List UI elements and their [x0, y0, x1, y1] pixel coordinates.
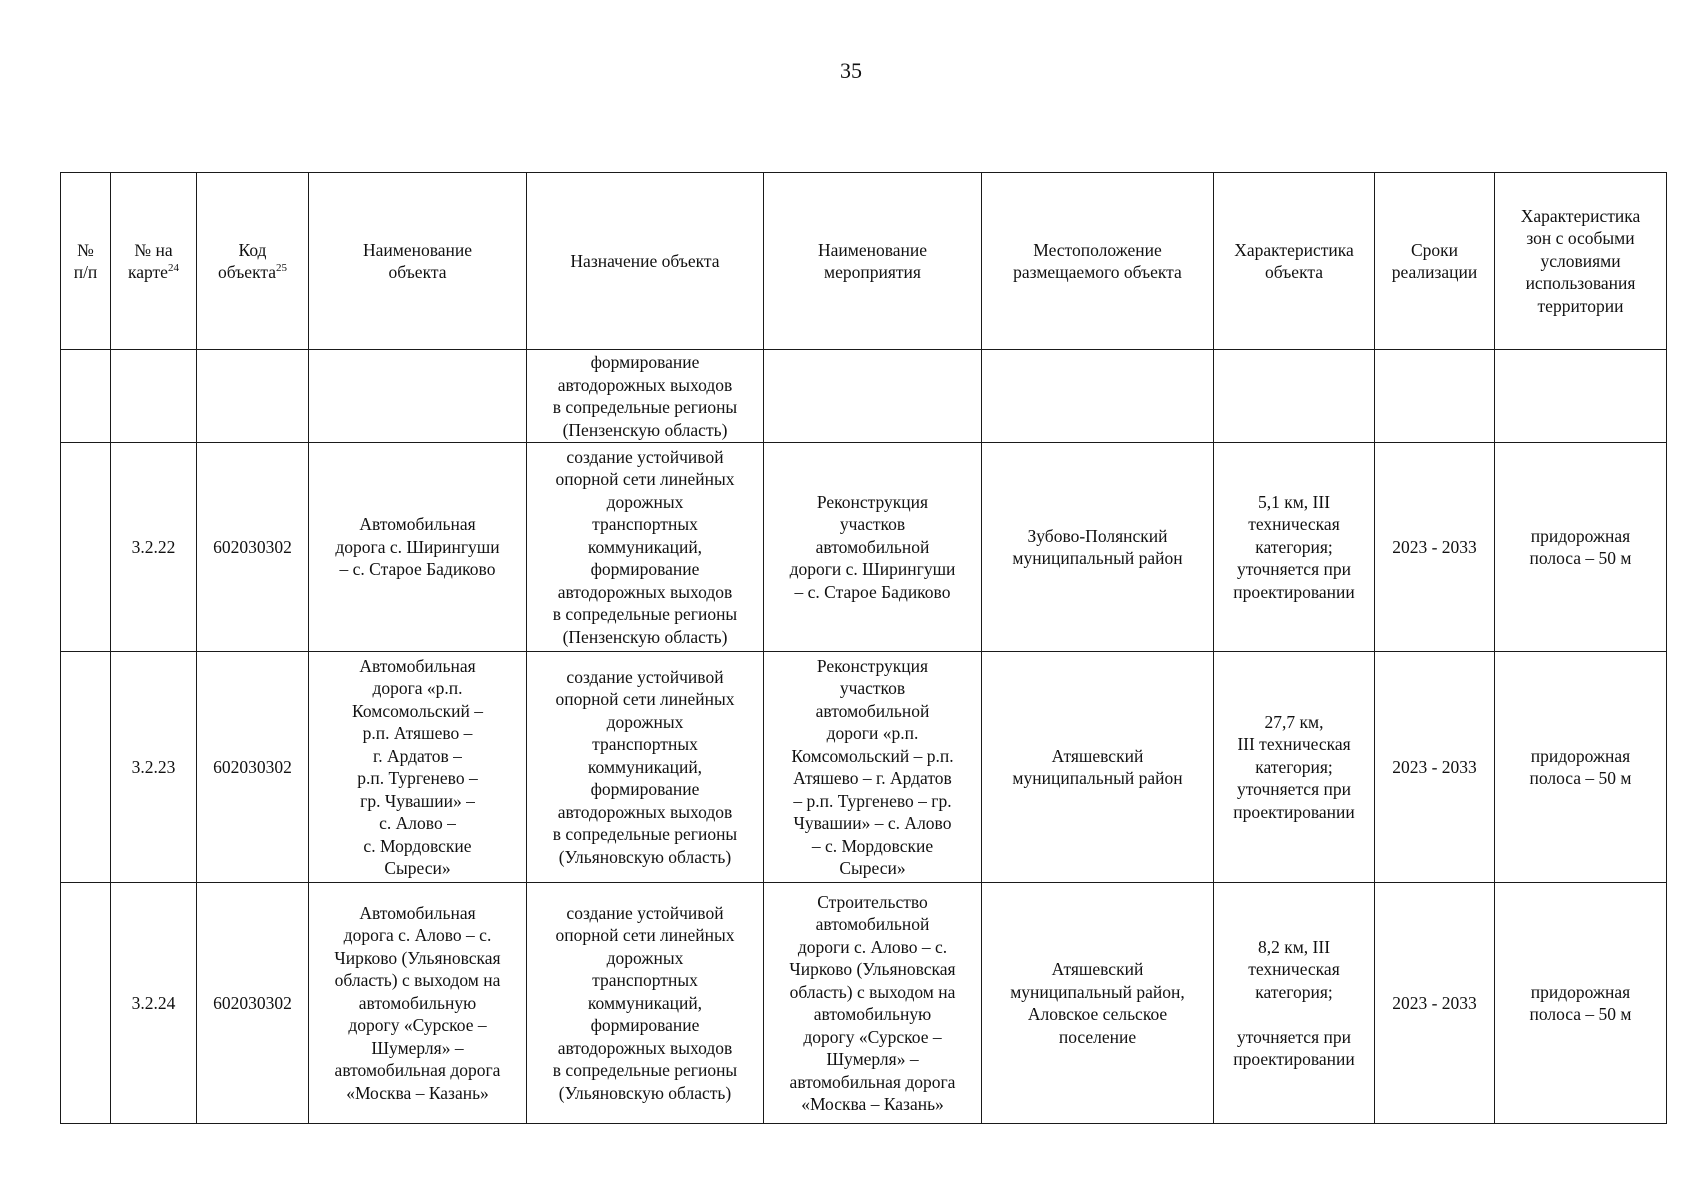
header-location: Местоположение размещаемого объекта	[982, 173, 1214, 350]
header-map-num	[111, 173, 197, 350]
header-name: Наименование объекта	[309, 173, 527, 350]
cell-terms: 2023 - 2033	[1375, 443, 1495, 652]
cell-code: 602030302	[197, 443, 309, 652]
page-number: 35	[840, 58, 862, 83]
cell-characteristic: 8,2 км, III техническая категория; уточняется при проектировании	[1214, 883, 1375, 1124]
cell-measure: Реконструкция участков автомобильной дороги «р.п. Комсомольский – р.п. Атяшево – г. Ардатов – р.п. Тургенево – гр. Чувашии» – с. Алово – с. Мордовские Сыреси»	[764, 652, 982, 883]
header-terms: Сроки реализации	[1375, 173, 1495, 350]
cell-name: Автомобильная дорога с. Алово – с. Чирково (Ульяновская область) с выходом на автомобильную дорогу «Сурское – Шумерля» – автомобильная дорога «Москва – Казань»	[309, 883, 527, 1124]
cell-measure: Строительство автомобильной дороги с. Алово – с. Чирково (Ульяновская область) с выходом на автомобильную дорогу «Сурское – Шумерля» – автомобильная дорога «Москва – Казань»	[764, 883, 982, 1124]
cell-map-num: 3.2.22	[111, 443, 197, 652]
cell-num	[61, 443, 111, 652]
cell-num	[61, 883, 111, 1124]
table-row	[61, 443, 1667, 652]
cell-terms: 2023 - 2033	[1375, 883, 1495, 1124]
cell-purpose: создание устойчивой опорной сети линейных дорожных транспортных коммуникаций, формирование автодорожных выходов в сопредельные регионы (Пензенскую область)	[527, 443, 764, 652]
cell-characteristic: 5,1 км, III техническая категория; уточняется при проектировании	[1214, 443, 1375, 652]
cell-characteristic: 27,7 км, III техническая категория; уточняется при проектировании	[1214, 652, 1375, 883]
cell-name: Автомобильная дорога «р.п. Комсомольский – р.п. Атяшево – г. Ардатов – р.п. Тургенево – гр. Чувашии» – с. Алово – с. Мордовские Сыреси»	[309, 652, 527, 883]
table-row	[61, 883, 1667, 1124]
cell-terms: 2023 - 2033	[1375, 652, 1495, 883]
footnote-ref-24: 24	[167, 262, 179, 275]
cell-map-num	[111, 350, 197, 443]
table-row	[61, 350, 1667, 443]
header-code-label: Код объекта	[218, 239, 276, 282]
cell-location	[982, 350, 1214, 443]
table-row	[61, 652, 1667, 883]
cell-characteristic	[1214, 350, 1375, 443]
cell-name	[309, 350, 527, 443]
header-characteristic: Характеристика объекта	[1214, 173, 1375, 350]
cell-purpose: создание устойчивой опорной сети линейных дорожных транспортных коммуникаций, формирование автодорожных выходов в сопредельные регионы (Ульяновскую область)	[527, 883, 764, 1124]
cell-terms	[1375, 350, 1495, 443]
header-code	[197, 173, 309, 350]
cell-num	[61, 350, 111, 443]
header-num: № п/п	[61, 173, 111, 350]
cell-location: Зубово-Полянский муниципальный район	[982, 443, 1214, 652]
cell-map-num: 3.2.23	[111, 652, 197, 883]
cell-purpose: создание устойчивой опорной сети линейных дорожных транспортных коммуникаций, формирование автодорожных выходов в сопредельные регионы (Ульяновскую область)	[527, 652, 764, 883]
cell-code	[197, 350, 309, 443]
cell-zones: придорожная полоса – 50 м	[1495, 883, 1667, 1124]
cell-name: Автомобильная дорога с. Ширингуши – с. Старое Бадиково	[309, 443, 527, 652]
cell-zones	[1495, 350, 1667, 443]
footnote-ref-25: 25	[275, 262, 287, 275]
objects-table	[60, 172, 1667, 1124]
header-zones: Характеристика зон с особыми условиями использования территории	[1495, 173, 1667, 350]
cell-measure	[764, 350, 982, 443]
header-map-num-label: № на карте	[128, 239, 173, 282]
cell-num	[61, 652, 111, 883]
cell-measure: Реконструкция участков автомобильной дороги с. Ширингуши – с. Старое Бадиково	[764, 443, 982, 652]
cell-purpose: формирование автодорожных выходов в сопредельные регионы (Пензенскую область)	[527, 350, 764, 443]
header-row	[61, 173, 1667, 350]
cell-location: Атяшевский муниципальный район	[982, 652, 1214, 883]
cell-code: 602030302	[197, 883, 309, 1124]
cell-location: Атяшевский муниципальный район, Аловское сельское поселение	[982, 883, 1214, 1124]
cell-code: 602030302	[197, 652, 309, 883]
cell-zones: придорожная полоса – 50 м	[1495, 652, 1667, 883]
header-measure: Наименование мероприятия	[764, 173, 982, 350]
cell-zones: придорожная полоса – 50 м	[1495, 443, 1667, 652]
cell-map-num: 3.2.24	[111, 883, 197, 1124]
header-purpose: Назначение объекта	[527, 173, 764, 350]
